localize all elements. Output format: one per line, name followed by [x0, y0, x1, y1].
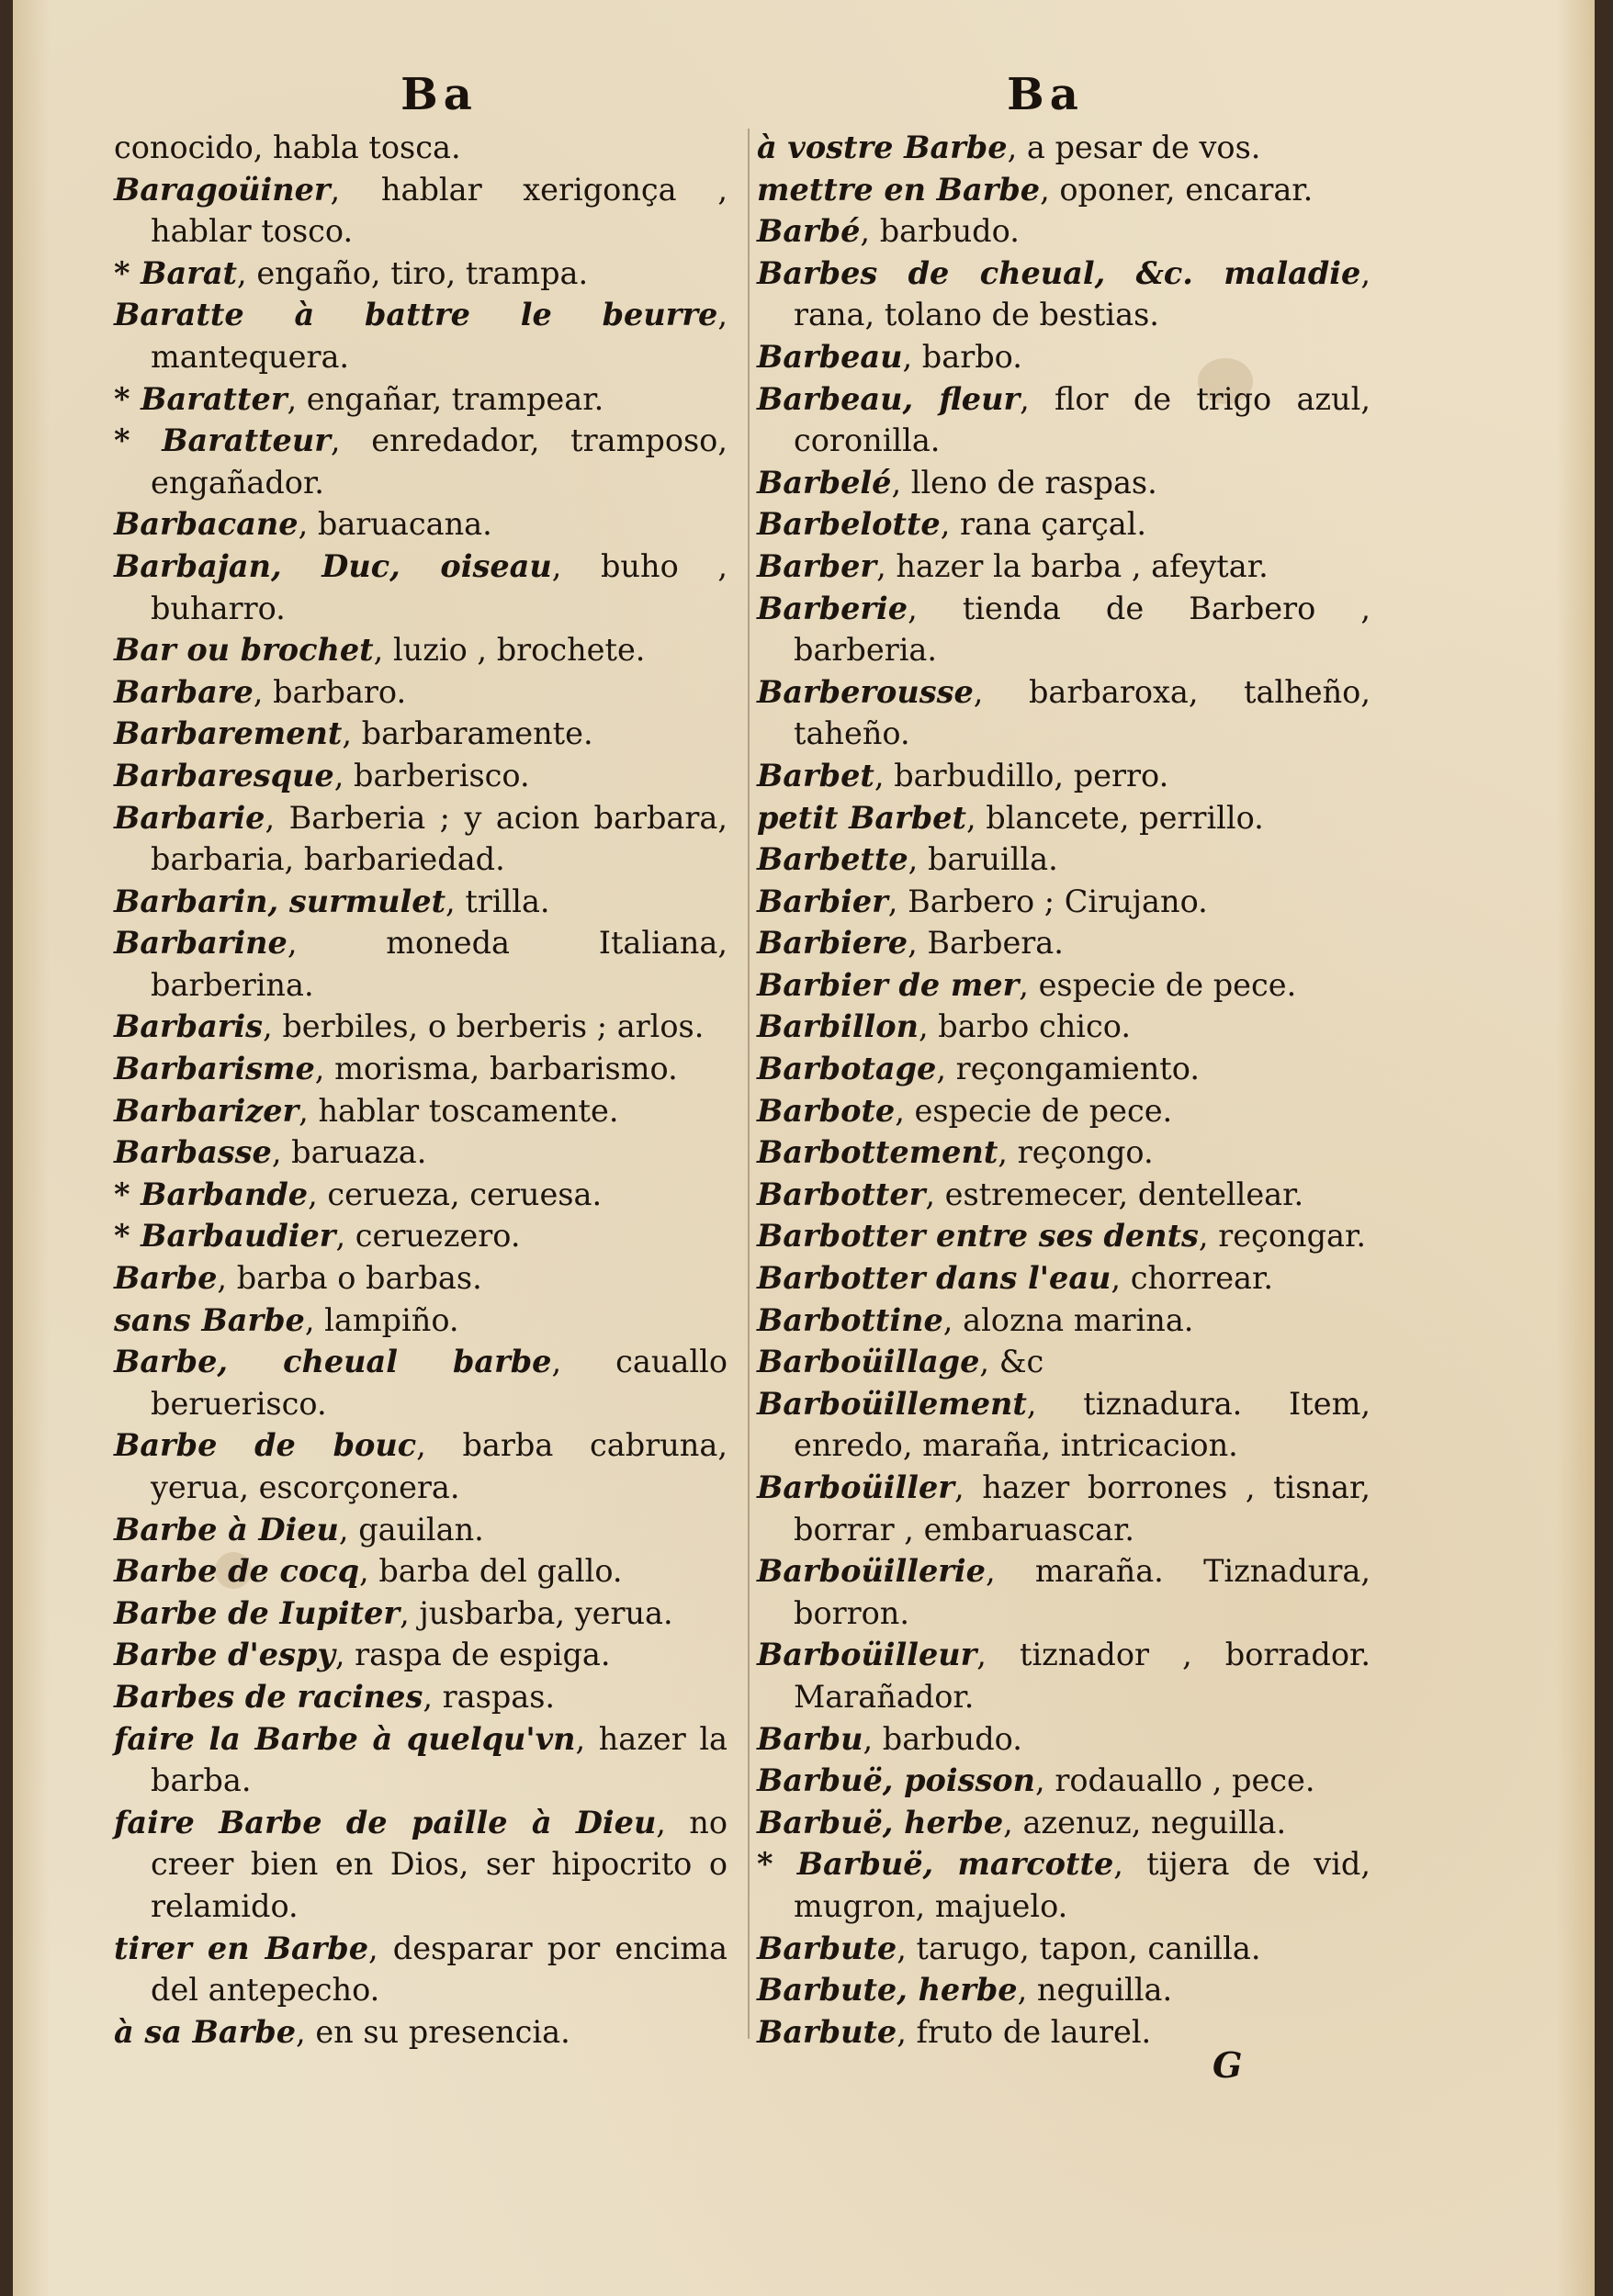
dictionary-entry: [757, 881, 1370, 923]
entry-definition: conocido, habla tosca.: [114, 129, 461, 165]
entry-headword: * Barbande: [114, 1176, 309, 1212]
entry-headword: Barbe, cheual barbe: [114, 1344, 552, 1380]
dictionary-entry: [114, 1174, 728, 1216]
entry-headword: Barbe: [114, 1260, 218, 1297]
dictionary-entry: [114, 1090, 728, 1132]
entry-definition: , neguilla.: [1017, 1972, 1173, 2009]
entry-definition: , raspas.: [423, 1678, 556, 1715]
dictionary-entry: [757, 210, 1370, 253]
entry-definition: , barbudillo, perro.: [874, 757, 1169, 793]
entry-definition: , moneda Italiana, barberina.: [151, 925, 728, 1003]
dictionary-entry: [757, 1090, 1370, 1132]
dictionary-entry: [114, 1676, 728, 1718]
entry-headword: Barbarine: [114, 925, 288, 962]
entry-headword: Barbacane: [114, 506, 299, 543]
entry-headword: Barbottine: [757, 1301, 943, 1338]
entry-headword: Barboüiller: [757, 1469, 954, 1505]
entry-headword: Barbotter entre ses dents: [757, 1218, 1199, 1255]
entry-headword: Barbotage: [757, 1051, 937, 1087]
dictionary-entry: [114, 1006, 728, 1048]
entry-definition: , desparar por encima del antepecho.: [151, 1930, 728, 2009]
left-column: [114, 62, 728, 2053]
entry-headword: petit Barbet: [757, 799, 966, 836]
dictionary-entry: [114, 713, 728, 755]
entry-headword: Barbet: [757, 757, 874, 793]
entry-definition: , rana çarçal.: [940, 506, 1147, 543]
dictionary-entry: [757, 1550, 1370, 1634]
catchword: G: [1213, 2044, 1243, 2086]
entry-headword: faire la Barbe à quelqu'vn: [114, 1720, 576, 1757]
dictionary-entry: [114, 1300, 728, 1342]
dictionary-entry: [757, 169, 1370, 211]
entry-definition: , &c: [979, 1344, 1044, 1380]
dictionary-entry: [114, 127, 728, 169]
entry-definition: , en su presencia.: [296, 2013, 570, 2050]
dictionary-entry: [757, 336, 1370, 378]
entry-definition: , reçongo.: [998, 1134, 1154, 1171]
entry-headword: à vostre Barbe: [757, 129, 1008, 165]
entry-definition: , buho , buharro.: [151, 547, 728, 626]
entry-headword: Barbaris: [114, 1008, 264, 1045]
entry-definition: , Barberia ; y acion barbara, barbaria, barbariedad.: [151, 799, 728, 878]
entry-headword: Barboüilleur: [757, 1637, 977, 1673]
entry-headword: Barbarizer: [114, 1092, 299, 1129]
dictionary-page: [13, 0, 1595, 2296]
dictionary-entry: [114, 797, 728, 881]
entry-definition: , ceruezero.: [335, 1218, 521, 1255]
dictionary-entry: [114, 1928, 728, 2011]
dictionary-entry: [757, 1969, 1370, 2011]
entry-definition: , azenuz, neguilla.: [1003, 1804, 1287, 1840]
entry-definition: , blancete, perrillo.: [965, 799, 1264, 836]
entry-definition: , no creer bien en Dios, ser hipocrito o relamido.: [151, 1804, 728, 1924]
entry-headword: Barbote: [757, 1092, 896, 1129]
entry-definition: , Barbera.: [908, 925, 1064, 962]
right-entry-list: [757, 127, 1370, 2053]
entry-definition: , lleno de raspas.: [891, 464, 1157, 501]
dictionary-entry: [757, 1928, 1370, 1970]
entry-definition: , jusbarba, yerua.: [400, 1594, 673, 1631]
entry-headword: faire Barbe de paille à Dieu: [114, 1804, 657, 1840]
entry-definition: , barbudo.: [860, 213, 1020, 250]
entry-definition: , mantequera.: [151, 297, 728, 375]
dictionary-entry: [757, 797, 1370, 839]
dictionary-entry: [757, 503, 1370, 546]
entry-definition: , barbo chico.: [918, 1008, 1132, 1045]
entry-headword: Barbasse: [114, 1134, 272, 1171]
entry-definition: , barba cabruna, yerua, escorçonera.: [151, 1427, 728, 1505]
entry-headword: Barbute, herbe: [757, 1972, 1018, 2009]
entry-definition: , baruaza.: [271, 1134, 427, 1171]
entry-definition: , morisma, barbarismo.: [314, 1051, 678, 1087]
entry-headword: Barboüillage: [757, 1344, 980, 1380]
entry-definition: , hablar toscamente.: [299, 1092, 619, 1129]
entry-headword: * Baratteur: [114, 422, 331, 459]
entry-definition: , barbaroxa, talheño, taheño.: [794, 673, 1370, 752]
dictionary-entry: [114, 503, 728, 546]
dictionary-entry: [757, 127, 1370, 169]
entry-headword: Barberie: [757, 590, 908, 626]
entry-headword: Barber: [757, 547, 877, 584]
dictionary-entry: [757, 1843, 1370, 1927]
dictionary-entry: [114, 546, 728, 629]
dictionary-entry: [757, 378, 1370, 462]
dictionary-entry: [114, 755, 728, 797]
entry-definition: , tiznadura. Item, enredo, maraña, intricacion.: [794, 1385, 1370, 1464]
dictionary-entry: [114, 294, 728, 377]
entry-headword: Barbelé: [757, 464, 892, 501]
entry-headword: Barboüillerie: [757, 1553, 986, 1590]
entry-headword: * Baratter: [114, 380, 288, 417]
entry-definition: , gauilan.: [338, 1511, 484, 1548]
dictionary-entry: [757, 922, 1370, 964]
entry-definition: , enredador, tramposo, engañador.: [151, 422, 728, 501]
entry-definition: , baruilla.: [908, 841, 1058, 878]
entry-headword: Barbarie: [114, 799, 265, 836]
entry-headword: tirer en Barbe: [114, 1930, 369, 1966]
dictionary-entry: [114, 1634, 728, 1676]
dictionary-entry: [114, 1550, 728, 1593]
entry-headword: Barboüillement: [757, 1385, 1027, 1422]
dictionary-entry: [757, 1383, 1370, 1467]
dictionary-entry: [114, 1257, 728, 1300]
dictionary-entry: [757, 546, 1370, 588]
dictionary-entry: [114, 169, 728, 253]
dictionary-entry: [757, 964, 1370, 1007]
entry-definition: , rodauallo , pece.: [1035, 1762, 1315, 1799]
entry-headword: Barbottement: [757, 1134, 998, 1171]
entry-definition: , hazer borrones , tisnar, borrar , embaruascar.: [794, 1469, 1370, 1548]
entry-definition: , hablar xerigonça , hablar tosco.: [151, 171, 728, 250]
entry-headword: Barbotter dans l'eau: [757, 1260, 1111, 1297]
dictionary-entry: [757, 1467, 1370, 1550]
dictionary-entry: [114, 253, 728, 295]
entry-definition: , baruacana.: [298, 506, 492, 543]
dictionary-entry: [114, 1048, 728, 1090]
entry-definition: , hazer la barba.: [151, 1720, 728, 1799]
dictionary-entry: [757, 1006, 1370, 1048]
entry-definition: , barbaramente.: [342, 715, 593, 752]
entry-definition: , cauallo beruerisco.: [151, 1344, 728, 1422]
left-running-header: Ba: [400, 69, 478, 120]
entry-headword: Barbe de bouc: [114, 1427, 417, 1464]
entry-definition: , chorrear.: [1111, 1260, 1274, 1297]
dictionary-entry: [114, 629, 728, 671]
entry-definition: , alozna marina.: [942, 1301, 1194, 1338]
entry-definition: , especie de pece.: [895, 1092, 1173, 1129]
entry-definition: , barba del gallo.: [359, 1553, 623, 1590]
entry-definition: , cerueza, ceruesa.: [308, 1176, 603, 1212]
dictionary-entry: [114, 1802, 728, 1928]
entry-headword: Bar ou brochet: [114, 632, 374, 669]
dictionary-entry: [757, 1760, 1370, 1802]
entry-definition: , barba o barbas.: [217, 1260, 482, 1297]
entry-definition: , barbaro.: [253, 673, 407, 710]
dictionary-entry: [757, 1131, 1370, 1174]
dictionary-entry: [114, 671, 728, 714]
right-running-header: Ba: [1007, 69, 1084, 120]
dictionary-entry: [757, 838, 1370, 881]
entry-headword: Barbare: [114, 673, 254, 710]
entry-definition: , engañar, trampear.: [287, 380, 604, 417]
entry-definition: , reçongamiento.: [936, 1051, 1200, 1087]
dictionary-entry: [114, 1215, 728, 1257]
entry-definition: , tarugo, tapon, canilla.: [897, 1930, 1261, 1966]
dictionary-entry: [757, 253, 1370, 336]
entry-headword: Barbier: [757, 883, 888, 919]
entry-headword: Barbelotte: [757, 506, 941, 543]
entry-headword: * Barbaudier: [114, 1218, 336, 1255]
dictionary-entry: [757, 1048, 1370, 1090]
dictionary-entry: [757, 1634, 1370, 1717]
dictionary-entry: [757, 1215, 1370, 1257]
dictionary-entry: [757, 1257, 1370, 1300]
entry-headword: Barbe de cocq: [114, 1553, 360, 1590]
dictionary-entry: [114, 1341, 728, 1424]
entry-definition: , hazer la barba , afeytar.: [876, 547, 1269, 584]
left-entry-list: [114, 127, 728, 2053]
dictionary-entry: [114, 1424, 728, 1508]
dictionary-entry: [757, 671, 1370, 755]
entry-definition: , reçongar.: [1198, 1218, 1366, 1255]
entry-headword: Barbier de mer: [757, 966, 1020, 1003]
entry-definition: , berbiles, o berberis ; arlos.: [263, 1008, 705, 1045]
entry-definition: , raspa de espiga.: [334, 1637, 611, 1673]
entry-headword: Barbotter: [757, 1176, 926, 1212]
dictionary-entry: [114, 1718, 728, 1802]
entry-headword: Barbes de cheual, &c. maladie: [757, 254, 1361, 291]
entry-headword: Barbe à Dieu: [114, 1511, 339, 1548]
dictionary-entry: [757, 588, 1370, 671]
entry-headword: Barbe de Iupiter: [114, 1594, 400, 1631]
entry-headword: Barbuë, herbe: [757, 1804, 1004, 1840]
entry-headword: Barbarisme: [114, 1051, 315, 1087]
entry-definition: , fruto de laurel.: [897, 2013, 1152, 2050]
dictionary-entry: [114, 881, 728, 923]
dictionary-entry: [114, 378, 728, 421]
entry-definition: , barbo.: [902, 338, 1022, 375]
entry-definition: , engaño, tiro, trampa.: [237, 254, 589, 291]
dictionary-entry: [757, 1341, 1370, 1383]
entry-definition: , a pesar de vos.: [1007, 129, 1261, 165]
dictionary-entry: [757, 462, 1370, 504]
entry-headword: Barbu: [757, 1720, 863, 1757]
column-divider: [748, 129, 750, 2039]
dictionary-entry: [114, 1509, 728, 1551]
entry-definition: , tienda de Barbero , barberia.: [794, 590, 1370, 669]
entry-definition: , flor de trigo azul, coronilla.: [794, 380, 1371, 459]
entry-definition: , estremecer, dentellear.: [925, 1176, 1304, 1212]
entry-definition: , oponer, encarar.: [1040, 171, 1314, 208]
entry-headword: Barbuë, poisson: [757, 1762, 1036, 1799]
entry-headword: Barbeau: [757, 338, 903, 375]
entry-headword: Barbarement: [114, 715, 343, 752]
entry-headword: Barbarin, surmulet: [114, 883, 446, 919]
dictionary-entry: [757, 1174, 1370, 1216]
dictionary-entry: [114, 420, 728, 503]
entry-definition: , tiznador , borrador. Marañador.: [794, 1637, 1370, 1715]
entry-headword: Barbiere: [757, 925, 908, 962]
entry-headword: Baratte à battre le beurre: [114, 297, 718, 333]
entry-headword: Barbé: [757, 213, 861, 250]
entry-headword: Barbette: [757, 841, 908, 878]
entry-headword: Barbillon: [757, 1008, 919, 1045]
entry-headword: * Barbuë, marcotte: [757, 1846, 1114, 1883]
entry-definition: , Barbero ; Cirujano.: [887, 883, 1208, 919]
entry-headword: Barbute: [757, 1930, 897, 1966]
dictionary-entry: [114, 922, 728, 1006]
entry-definition: , rana, tolano de bestias.: [794, 254, 1370, 333]
entry-definition: , luzio , brochete.: [373, 632, 646, 669]
entry-definition: , barbudo.: [863, 1720, 1022, 1757]
entry-definition: , trilla.: [446, 883, 550, 919]
dictionary-entry: [114, 1593, 728, 1635]
entry-headword: Barbeau, fleur: [757, 380, 1021, 417]
dictionary-entry: [757, 1802, 1370, 1844]
dictionary-entry: [757, 2011, 1370, 2054]
entry-definition: , especie de pece.: [1019, 966, 1297, 1003]
entry-headword: Barbajan, Duc, oiseau: [114, 547, 552, 584]
entry-definition: , barberisco.: [333, 757, 530, 793]
entry-definition: , lampiño.: [304, 1301, 459, 1338]
entry-headword: Barberousse: [757, 673, 974, 710]
dictionary-entry: [757, 1718, 1370, 1761]
entry-headword: * Barat: [114, 254, 238, 291]
entry-headword: Barbe d'espy: [114, 1637, 335, 1673]
entry-headword: Barbes de racines: [114, 1678, 423, 1715]
entry-definition: , tijera de vid, mugron, majuelo.: [794, 1846, 1371, 1924]
entry-headword: Baragoüiner: [114, 171, 331, 208]
entry-headword: sans Barbe: [114, 1301, 305, 1338]
entry-headword: Barbute: [757, 2013, 897, 2050]
entry-headword: mettre en Barbe: [757, 171, 1041, 208]
entry-headword: à sa Barbe: [114, 2013, 297, 2050]
dictionary-entry: [757, 755, 1370, 797]
dictionary-entry: [757, 1300, 1370, 1342]
dictionary-entry: [114, 2011, 728, 2054]
dictionary-entry: [114, 1131, 728, 1174]
entry-definition: , maraña. Tiznadura, borron.: [794, 1553, 1370, 1631]
entry-headword: Barbaresque: [114, 757, 334, 793]
right-column: [757, 62, 1370, 2053]
